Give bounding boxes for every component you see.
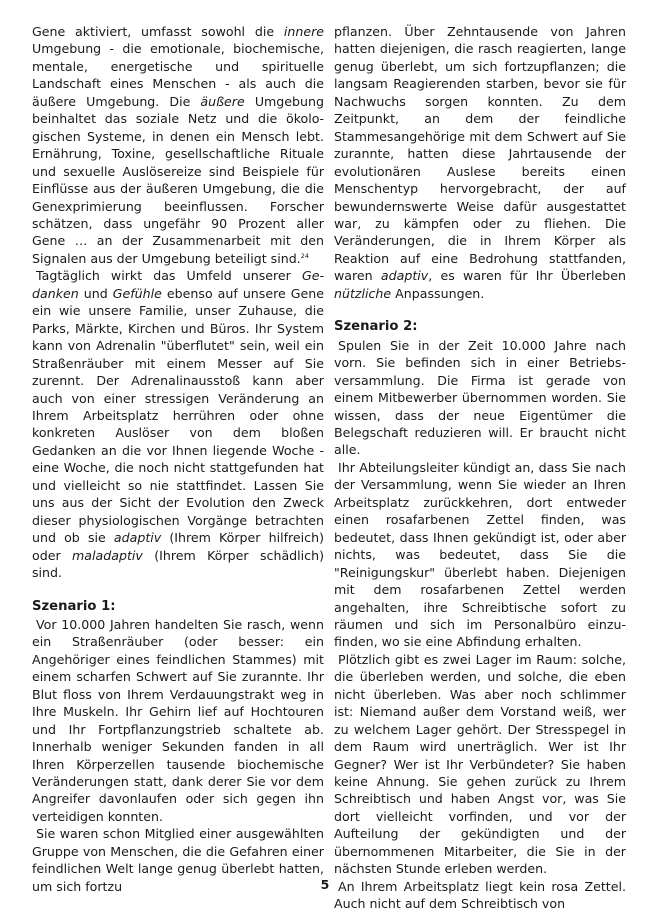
right-column <box>334 23 626 913</box>
paragraph: Plötzlich gibt es zwei Lager im Raum: solche, die überleben werden, und solche, die eben nicht überleben. Was aber noch schlimmer ist: Niemand außer dem Vorstand weiß, wer zu welchem Lager gehört. Der Stresspegel in dem Raum wird unerträglich. Wer ist Ihr Gegner? Wer ist Ihr Verbündeter? Sie haben keine Ahnung. Sie gehen zurück zu Ihrem Schreibtisch und haben Angst vor, was Sie dort vielleicht vorfinden, und vor der Aufteilung der gekündigten und der übernommenen Mitarbeiter, die Sie in der nächsten Stunde erleben werden. <box>334 651 626 877</box>
emphasis: Gefühle <box>112 285 162 301</box>
paragraph <box>32 23 324 267</box>
text-run: (Ihrem Körper hilfreich) oder <box>32 530 324 563</box>
paragraph: Ihr Abteilungsleiter kündigt an, dass Sie nach der Versammlung, wenn Sie wieder an Ihren Arbeitsplatz zurückkehren, dort entweder einen rosafarbenen Zettel finden, was bedeutet, dass Ihnen gekündigt ist, oder aber nichts, was bedeutet, dass Sie die "Reinigungskur" überlebt haben. Diejenigen mit dem rosafarbenen Zettel werden angehalten, ihre Schreibtische sofort zu räumen und sich im Personalbüro einzufinden, wo sie eine Abfindung erhalten. <box>334 459 626 650</box>
text-run: , es waren für Ihr Überleben <box>428 268 626 284</box>
paragraph <box>334 23 626 302</box>
section-heading: Szenario 1: <box>32 598 116 614</box>
left-column <box>32 23 324 895</box>
text-run: pflanzen. Über Zehntausende von Jahren hatten diejenigen, die rasch reagierten, lange genug überlebt, um sich fortzupflanzen; die langsam Reagierenden starben, bevor sie für Nachwuchs sorgen konnten. Zu dem Zeitpunkt, an dem der feindliche Stammesangehörige mit dem Schwert auf Sie zurannte, hatten diese Jahrtausende der evolutionären Auslese bereits einen Menschentyp hervorgebracht, der auf bewundernswerte Weise dafür ausgestattet war, zu kämpfen oder zu fliehen. Die Veränderungen, die in Ihrem Körper als Reaktion auf eine Bedrohung stattfanden, waren <box>334 24 626 284</box>
emphasis: adaptiv <box>113 530 162 546</box>
paragraph: An Ihrem Arbeitsplatz liegt kein rosa Zettel. Auch nicht auf dem Schreibtisch von <box>334 878 626 912</box>
text-run: Anpassungen. <box>391 285 485 301</box>
emphasis: äußere <box>200 93 245 109</box>
paragraph: Vor 10.000 Jahren handelten Sie rasch, wenn ein Straßenräuber (oder besser: ein Angehöriger eines feindlichen Stammes) mit einem scharfen Schwert auf Sie zurannte. Ihr Blut floss von Ihrem Verdauungstrakt weg in Ihre Muskeln. Ihr Gehirn lief auf Hochtouren und Ihr Fortpflanzungstrieb schaltete ab. Innerhalb weniger Sekunden fanden in all Ihren Körperzellen tausende biochemische Veränderungen statt, dank derer Sie vor dem Angreifer davonlaufen oder sich gegen ihn verteidigen konnten. <box>32 616 324 824</box>
text-run: Umgebung beinhaltet das soziale Netz und die ökologischen Systeme, in denen ein Mensch lebt. Ernährung, Toxine, gesellschaftliche Rituale und sexuelle Auslösereize sind Beispiele für Einflüsse aus der äußeren Umgebung, die die Genexprimierung beeinflussen. Forscher schätzen, dass ungefähr 90 Prozent aller Gene … an der Zusammenarbeit mit den Signalen aus der Umgebung beteiligt sind. <box>32 93 324 266</box>
text-run: Tagtäglich wirkt das Umfeld unserer <box>36 268 302 284</box>
text-run: und <box>78 285 113 301</box>
emphasis: maladaptiv <box>72 547 143 563</box>
page-number: 5 <box>320 877 330 892</box>
emphasis: innere <box>283 24 324 39</box>
text-run: ebenso auf unsere Gene ein wie unsere Familie, unser Zuhause, die Parks, Märkte, Kirchen und Büros. Ihr System kann von Adrenalin "überflutet" sein, weil ein Straßenräuber mit einem Messer auf Sie zurennt. Der Adrenalinausstoß kann aber auch von einer stressigen Veränderung an Ihrem Arbeitsplatz herrühren oder ohne konkreten Auslöser von dem bloßen Gedanken an die vor Ihnen liegende Woche - eine Woche, die noch nicht stattgefunden hat und vielleicht so nie stattfindet. Lassen Sie uns aus der Sicht der Evolution den Zweck dieser physiologischen Vorgänge betrachten und ob sie <box>32 285 325 546</box>
paragraph: Spulen Sie in der Zeit 10.000 Jahre nach vorn. Sie befinden sich in einer Betriebsversammlung. Die Firma ist gerade von einem Mitbewerber übernommen worden. Sie wissen, dass der neue Eigentümer die Belegschaft reduzieren will. Er braucht nicht alle. <box>334 337 626 458</box>
section-heading: Szenario 2: <box>334 319 418 335</box>
emphasis: Gedanken <box>32 268 324 301</box>
paragraph <box>32 267 324 581</box>
footnote-marker: 24 <box>300 251 309 260</box>
emphasis: nützliche <box>334 285 392 301</box>
paragraph: Sie waren schon Mitglied einer ausgewählten Gruppe von Menschen, die die Gefahren einer feindlichen Welt lange genug überlebt hatten, um sich fortzu <box>32 826 324 894</box>
text-run: (Ihrem Körper schädlich) sind. <box>32 547 324 581</box>
emphasis: adaptiv <box>380 268 429 284</box>
text-run: Gene aktiviert, umfasst sowohl die <box>32 24 284 39</box>
text-run: Umgebung - die emotionale, biochemische, mentale, energetische und spirituelle Landschaft eines Menschen - als auch die äußere Umgebung. Die <box>32 41 324 109</box>
